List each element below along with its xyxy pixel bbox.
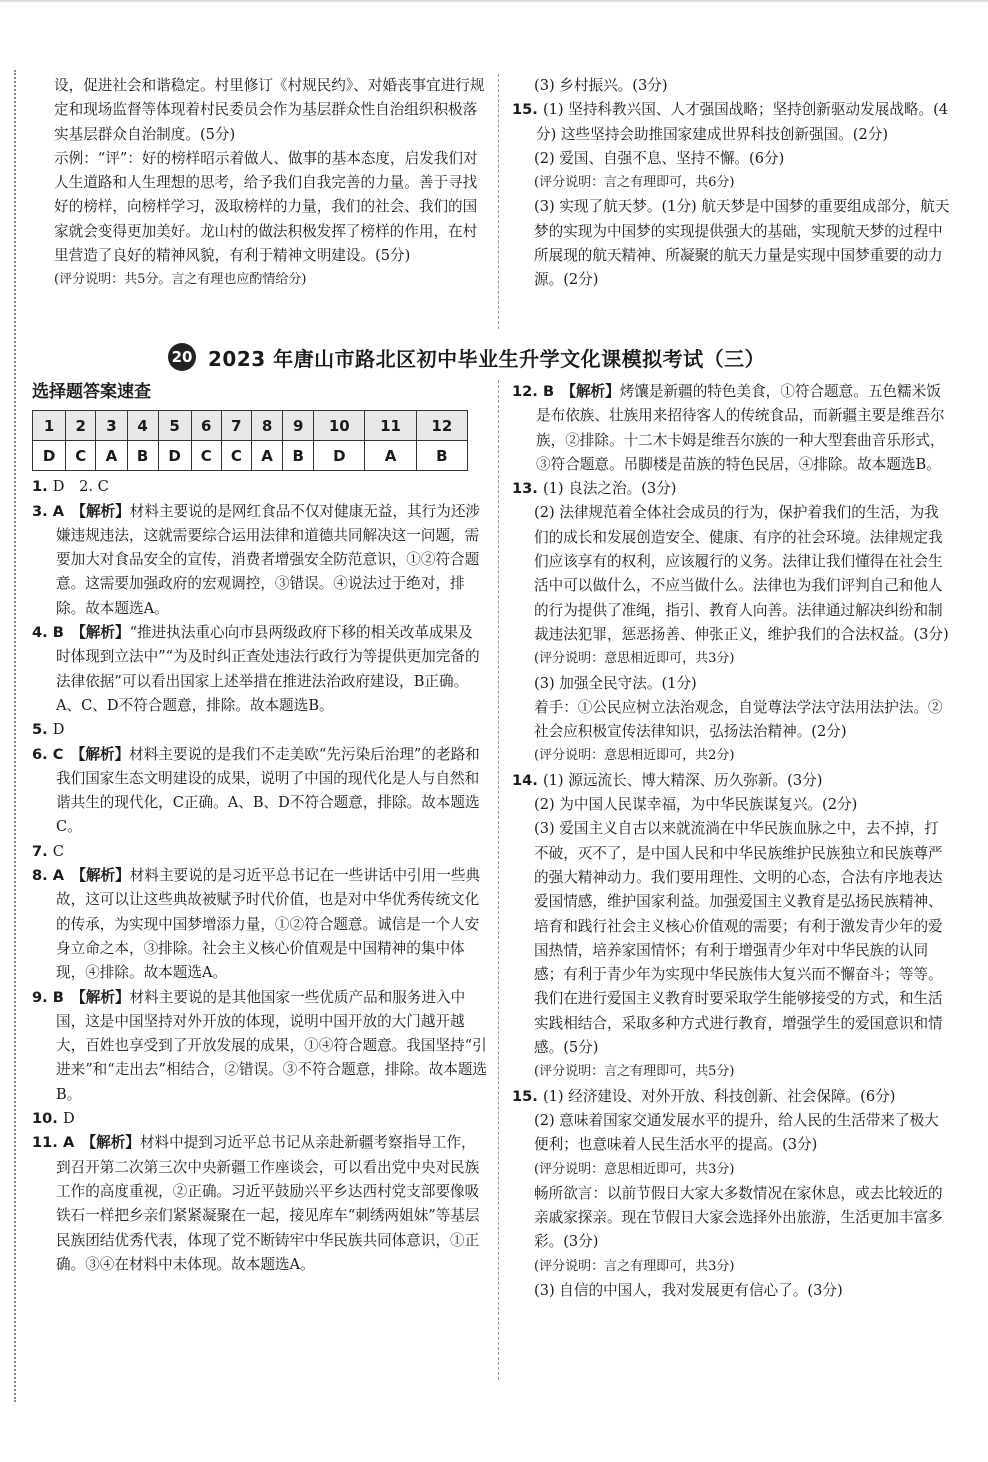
exam-number-badge: 20 [168,343,196,371]
answer-paragraph [32,621,487,718]
answer-paragraph [512,501,952,647]
answer-paragraph [512,647,952,671]
answer-cell: B [283,441,314,471]
answer-text: (评分说明：言之有理即可，共6分) [534,175,735,191]
answer-paragraph [512,793,952,817]
question-number: 6. [32,745,53,763]
answer-paragraph [32,475,487,499]
answer-paragraph [32,500,487,621]
answer-cell: C [191,441,221,471]
answer-text: (2) 意味着国家交通发展水平的提升，给人民的生活带来了极大便利；也意味着人民生活水平的提高。(3分) [534,1111,939,1154]
top-left-column [32,74,487,293]
answer-text: 材料主要说的是其他国家一些优质产品和服务进入中国，这是中国坚持对外开放的体现，说明中国开放的大门越开越大，百姓也享受到了开放发展的成果，①④符合题意。我国坚持“引进来”和“走出去”相结合，②错误。③不符合题意，排除。故本题选B。 [56,988,488,1103]
answer-text: (评分说明：意思相近即可，共2分) [534,748,735,764]
answer-text: 示例：“评”：好的榜样昭示着做人、做事的基本态度，启发我们对人生道路和人生理想的思考，给予我们自我完善的力量。善于寻找好的榜样，向榜样学习，汲取榜样的力量，我们的社会、我们的国家就会变得更加美好。龙山村的做法积极发挥了榜样的作用，在村里营造了良好的精神风貌，有利于精神文明建设。(5分) [54,149,478,265]
answer-text: (1) 经济建设、对外开放、科技创新、社会保障。(6分) [542,1087,896,1105]
answer-text: (1) 坚持科教兴国、人才强国战略；坚持创新驱动发展战略。(4分) 这些坚持会助推国家建成世界科技创新强国。(2分) [536,101,949,143]
left-main-column [32,380,487,1277]
answer-paragraph [512,1182,952,1255]
right-main-column [512,380,952,1303]
answer-paragraph [512,1109,952,1158]
question-number-cell: 9 [283,411,314,441]
answer-table [32,410,468,471]
answer-text: (评分说明：言之有理即可，共3分) [534,1258,735,1274]
answer-text: (3) 爱国主义自古以来就流淌在中华民族血脉之中，去不掉，打不破，灭不了，是中国人民和中华民族维护民族独立和民族尊严的强大精神动力。我们要用理性、文明的心态，合法有序地表达爱国情感，维护国家利益。加强爱国主义教育是弘扬民族精神、培育和践行社会主义核心价值观的需要；有利于激发青少年的爱国热情，培养家国情怀；有利于增强青少年对中华民族的认同感；有利于青少年为实现中华民族伟大复兴而不懈奋斗；等等。我们在进行爱国主义教育时要采取学生能够接受的方式，和生活实践相结合，采取多种方式进行教育，增强学生的爱国意识和情感。(5分) [534,820,943,1057]
question-number-cell: 11 [365,411,416,441]
answer-paragraph [512,672,952,696]
answer-paragraph [32,743,487,840]
answer-cell: C [221,441,251,471]
answer-paragraph [32,147,487,268]
answer-text: 设，促进社会和谐稳定。村里修订《村规民约》、对婚丧事宜进行规定和现场监督等体现着村民委员会作为基层群众性自治组织积极落实基层群众自治制度。(5分) [54,77,485,143]
question-number: 11. [32,1134,63,1152]
answer-text: “推进执法重心向市县两级政府下移的相关改革成果及时体现到立法中”“为及时纠正查处违法行政行为等提供更加完备的法律依据”可以看出国家上述举措在推进法治政府建设，B正确。A、C、D不符合题意，排除。故本题选B。 [56,624,480,714]
question-number-cell: 5 [158,411,191,441]
answer-paragraph [32,718,487,742]
answer-cell: B [127,441,158,471]
answer-cell: B [416,441,467,471]
answer-text: 畅所欲言：以前节假日大家大多数情况在家休息，或去比较近的亲戚家探亲。现在节假日大家会选择外出旅游，生活更加丰富多彩。(3分) [534,1184,943,1251]
left-answers [32,475,487,1277]
answer-text: 材料主要说的是我们不走美欧“先污染后治理”的老路和我们国家生态文明建设的成果，说明了中国的现代化是人与自然和谐共生的现代化，C正确。A、B、D不符合题意，排除。故本题选C。 [56,745,480,836]
answer-text: D [52,721,65,739]
answer-text: (3) 乡村振兴。(3分) [534,77,668,94]
question-number: 1. [32,478,53,496]
answer-text: D 2. C [52,478,109,496]
question-number: 10. [32,1110,63,1128]
question-number: 5. [32,721,53,739]
answer-text: (3) 自信的中国人，我对发展更有信心了。(3分) [534,1281,843,1299]
question-number-cell: 3 [96,411,127,441]
analysis-tag: B 【解析】 [52,624,130,642]
question-number-cell: 4 [127,411,158,441]
top-rule [0,0,988,2]
analysis-tag: A 【解析】 [52,502,130,520]
answer-paragraph [512,1085,952,1109]
question-number-cell: 12 [416,411,467,441]
answer-cell: A [251,441,282,471]
answer-text: (3) 实现了航天梦。(1分) 航天梦是中国梦的重要组成部分，航天梦的实现为中国梦的实现提供强大的基础，实现航天梦的过程中所展现的航天精神、所凝聚的航天力量是实现中国梦重要的动力源。(2分) [534,198,950,289]
answer-text: (评分说明：意思相近即可，共3分) [534,651,735,667]
answer-text: 着手：①公民应树立法治观念，自觉尊法学法守法用法护法。②社会应积极宣传法律知识，弘扬法治精神。(2分) [534,698,943,741]
answer-cell: C [66,441,96,471]
answer-paragraph [512,1279,952,1303]
answer-text: (1) 良法之治。(3分) [542,480,677,498]
answer-paragraph [32,1131,487,1277]
answer-paragraph [512,74,952,98]
answer-paragraph [32,840,487,864]
top-column-divider [498,74,499,329]
question-number: 3. [32,502,53,520]
answer-cell: D [158,441,191,471]
question-number-cell: 8 [251,411,282,441]
question-number-cell: 2 [66,411,96,441]
answer-paragraph [512,477,952,501]
answer-text: (2) 爱国、自强不息、坚持不懈。(6分) [534,149,785,167]
analysis-tag: A 【解析】 [62,1134,140,1152]
question-number: 13. [512,480,543,498]
answer-text: 材料中提到习近平总书记从亲赴新疆考察指导工作，到召开第二次第三次中央新疆工作座谈会，可以看出党中央对民族工作的高度重视，②正确。习近平鼓励兴平乡达西村党支部要像吸铁石一样把乡亲们紧紧凝聚在一起，接见库车“刺绣两姐妹”等基层民族团结优秀代表，体现了党不断铸牢中华民族共同体意识，①正确。③④在材料中未体现。故本题选A。 [56,1134,480,1273]
answer-paragraph [32,74,487,147]
answer-paragraph [32,268,487,292]
answer-paragraph [512,1158,952,1182]
question-number: 12. [512,383,543,400]
top-right-column [512,74,952,293]
question-number: 4. [32,624,53,642]
analysis-tag: B 【解析】 [542,383,620,400]
question-number: 14. [512,771,543,789]
exam-banner [168,342,765,372]
answer-paragraph [32,1107,487,1131]
answer-text: C [52,842,64,860]
question-number: 8. [32,867,53,885]
answer-paragraph [32,864,487,985]
answer-paragraph [512,147,952,171]
answer-cell: A [96,441,127,471]
answer-text: D [62,1110,75,1128]
answer-cell: A [365,441,416,471]
answer-paragraph [512,195,952,292]
answer-cell: D [314,441,365,471]
answer-paragraph [512,380,952,477]
answer-text: (评分说明：共5分。言之有理也应酌情给分) [54,272,307,288]
question-number-cell: 10 [314,411,365,441]
answer-paragraph [512,696,952,745]
question-number-cell: 1 [33,411,66,441]
answer-text: (评分说明：言之有理即可，共5分) [534,1064,735,1080]
question-number: 9. [32,988,53,1006]
answer-text: (评分说明：意思相近即可，共3分) [534,1161,735,1177]
analysis-tag: A 【解析】 [52,867,130,885]
answer-text: (2) 为中国人民谋幸福，为中华民族谋复兴。(2分) [534,796,858,814]
answer-paragraph [512,817,952,1060]
question-number-cell: 7 [221,411,251,441]
question-number: 15. [512,101,543,119]
analysis-tag: C 【解析】 [52,745,130,763]
answer-text: 烤馕是新疆的特色美食，①符合题意。五色糯米饭是布依族、壮族用来招待客人的传统食品，而新疆主要是维吾尔族，②排除。十二木卡姆是维吾尔族的一种大型套曲音乐形式，③符合题意。吊脚楼是苗族的特色民居，④排除。故本题选B。 [536,383,945,473]
answer-paragraph [512,1255,952,1279]
analysis-tag: B 【解析】 [52,988,130,1006]
answer-paragraph [512,1060,952,1084]
answer-cell: D [33,441,66,471]
answer-text: (1) 源远流长、博大精深、历久弥新。(3分) [542,771,823,789]
question-number: 7. [32,842,53,860]
answer-text: 材料主要说的是习近平总书记在一些讲话中引用一些典故，这可以让这些典故被赋予时代价值，也是对中华优秀传统文化的传承，为实现中国梦增添力量，①②符合题意。诚信是一个人安身立命之本，③排除。社会主义核心价值观是中国精神的集中体现，④排除。故本题选A。 [56,867,481,982]
answer-paragraph [512,171,952,195]
exam-title: 2023 年唐山市路北区初中毕业生升学文化课模拟考试（三） [208,346,766,371]
answer-paragraph [512,769,952,793]
answer-paragraph [512,744,952,768]
binding-dashed-line [14,70,16,1402]
answer-paragraph [32,986,487,1107]
question-number: 15. [512,1087,543,1105]
answer-text: (2) 法律规范着全体社会成员的行为，保护着我们的生活，为我们的成长和发展创造安全、健康、有序的社会环境。法律规定我们应该享有的权利，应该履行的义务。法律让我们懂得在社会生活中可以做什么，不应当做什么。法律也为我们评判自己和他人的行为提供了准绳，指引、教育人向善。法律通过解决纠纷和制裁违法犯罪，惩恶扬善、伸张正义，维护我们的合法权益。(3分) [534,504,949,643]
quick-answer-title: 选择题答案速查 [32,382,151,402]
question-number-cell: 6 [191,411,221,441]
answer-paragraph [512,98,952,147]
answer-text: (3) 加强全民守法。(1分) [534,674,697,692]
answer-text: 材料主要说的是网红食品不仅对健康无益，其行为还涉嫌违规违法，这就需要综合运用法律和道德共同解决这一问题，需要加大对食品安全的宣传，消费者增强安全防范意识，①②符合题意。这需要加强政府的宏观调控，③错误。④说法过于绝对，排除。故本题选A。 [56,502,481,617]
main-column-divider [498,380,499,1380]
